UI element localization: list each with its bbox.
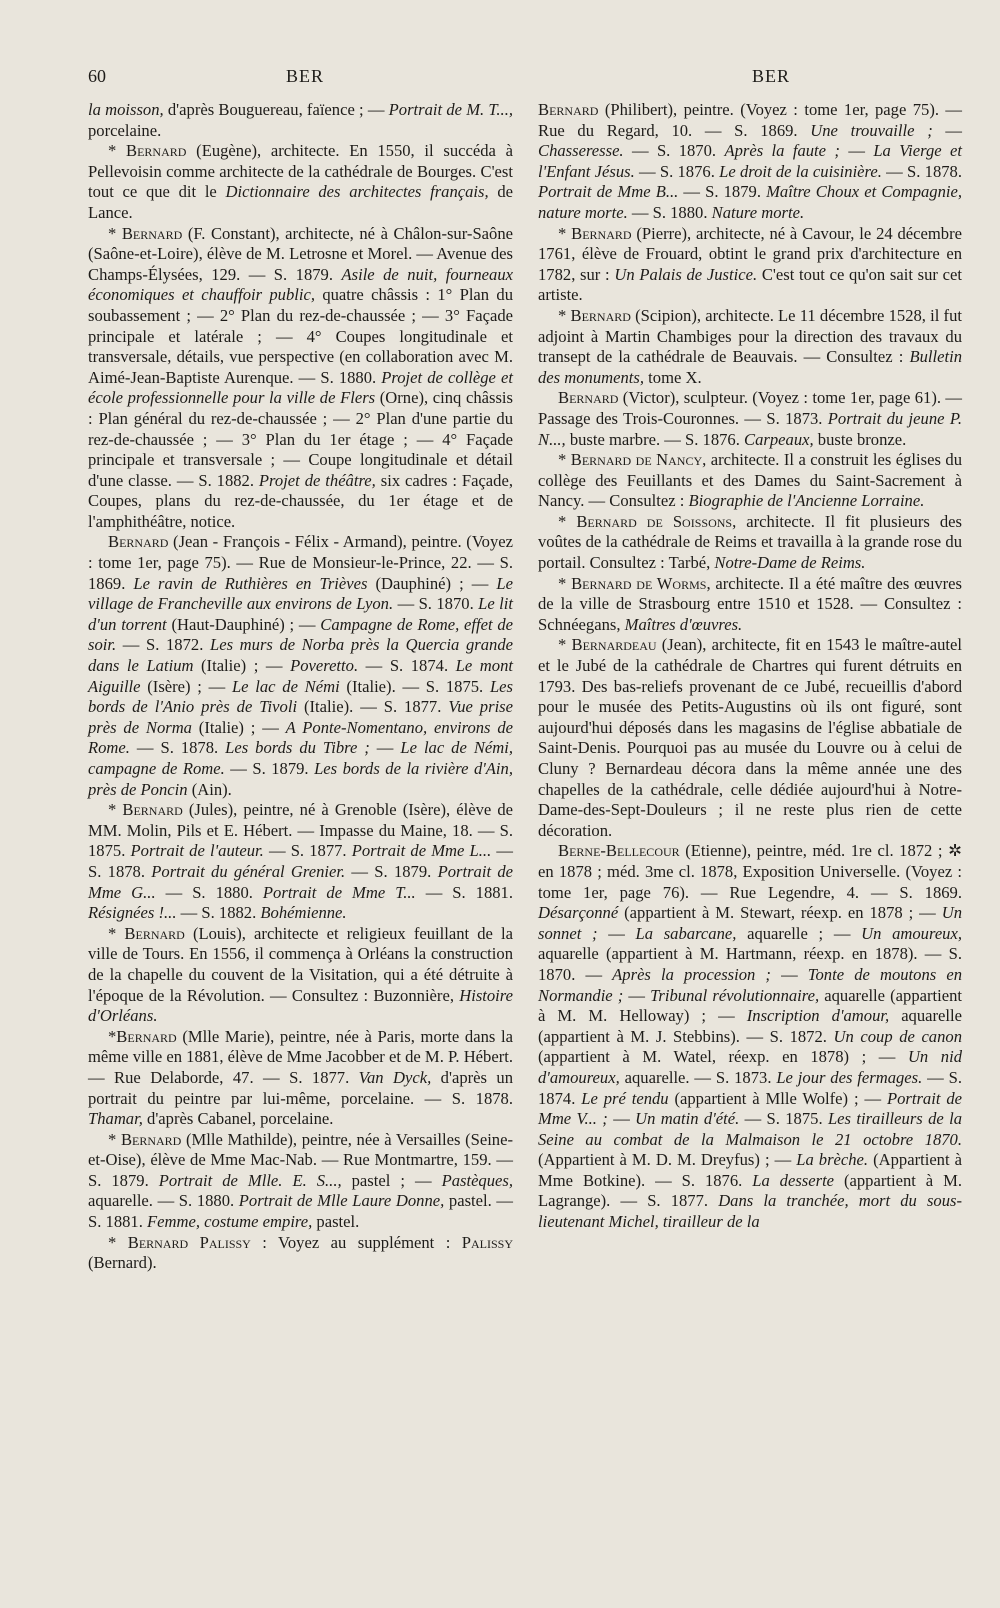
entry-text: quatre châssis : 1° Plan du soubassement ; — 2° Plan du rez-de-chaussée ; — 3° Façade principale et latérale ; — 4° Coupes longitudinale et transversale, détails, vue perspective (en collaboration avec M. Aimé-Jean-Baptiste Aurenque. — S. 1880. [88,285,513,387]
italic-title: Pastèques, [441,1170,513,1190]
italic-title: Un nid d'amoureux, [538,1047,962,1087]
italic-title: Portrait de Mme V... ; [538,1088,962,1129]
italic-title: Femme, costume empire, [147,1212,313,1232]
italic-title: Dictionnaire des architectes français, [225,182,489,202]
italic-title: Portrait de Mme T... [262,882,416,902]
italic-title: Un coup de canon [833,1026,962,1046]
entry-text: — S. 1874. [358,656,456,676]
left-running-head: BER [286,66,325,86]
entry-text: (Philibert), peintre. (Voyez : tome 1er, page 75). — Rue du Regard, 10. — S. 1869. [538,100,962,140]
entry-text: buste marbre. — S. 1876. [565,429,745,449]
entry-headword: Bernard de Nancy [570,450,703,470]
right-column [538,100,962,1233]
right-running-head: BER [752,66,791,86]
entry-text: (appartient à M. Lagrange). — S. 1877. [538,1170,962,1211]
dictionary-entry [538,574,962,636]
italic-title: Un Palais de Justice. [614,264,758,284]
entry-text: (Louis), architecte et religieux feuillant de la ville de Tours. En 1556, il commença à Orléans la construction de la chapelle du couvent de la Visitation, qui a été détruite à l'époque de la Révolution. — Consultez : Buzonnière, [88,923,513,1005]
entry-text: * [558,450,571,470]
italic-title: Vue prise près de Norma [88,697,513,737]
dictionary-entry [88,1233,513,1274]
entry-text: — [607,1109,636,1129]
dictionary-entry [538,450,962,512]
entry-text: (Victor), sculpteur. (Voyez : tome 1er, page 61). — Passage des Trois-Couronnes. — S. 1873. [538,388,962,428]
entry-text: (Pierre), architecte, né à Cavour, le 24 décembre 1761, élève de Frouard, obtint le grand prix d'architecture en 1782, sur : [538,223,962,284]
entry-text: — [597,923,636,943]
entry-text: (Mlle Mathilde), peintre, née à Versailles (Seine-et-Oise), élève de Mme Mac-Nab. — Rue Montmartre, 159. — S. 1879. [88,1129,513,1190]
italic-title: Maître Choux et Compagnie, nature morte. [538,182,962,222]
entry-headword: Bernard [124,923,185,943]
entry-headword: Bernard Palissy [127,1232,251,1252]
italic-title: Le droit de la cuisinière. [719,161,882,181]
entry-headword: Bernard [570,305,631,325]
entry-text: d'après un portrait du peintre par lui-même, porcelaine. — S. 1878. [88,1067,513,1108]
italic-title: Campagne de Rome, effet de soir. [88,614,513,655]
entry-text: d'après Bouguereau, faïence ; — [163,100,389,119]
italic-title: Le lac de Némi [231,676,340,696]
entry-text: * [558,635,572,655]
entry-headword: Bernard [538,100,599,119]
entry-text: aquarelle (appartient à M. J. Stebbins). — S. 1872. [538,1006,962,1046]
italic-title: Nature morte. [711,202,805,222]
italic-title: Histoire d'Orléans. [88,985,513,1026]
entry-text: * [558,305,571,325]
entry-text: * [108,223,122,243]
entry-text: (Bernard). [88,1253,157,1273]
entry-text: * [108,1232,128,1252]
page-number: 60 [88,66,106,86]
entry-text: — S. 1870. [623,141,725,161]
entry-text: d'après Cabanel, porcelaine. [142,1109,334,1129]
italic-title: Tribunal révolutionnaire, [650,985,820,1005]
italic-title: Un matin d'été. [635,1109,740,1129]
entry-text: (Eugène), architecte. En 1550, il succéda à Pellevoisin comme architecte de la cathédrale de Bourges. C'est tout ce que dit le [88,141,513,202]
italic-title: Notre-Dame de Reims. [714,553,866,573]
italic-title: Portrait de M. T..., [388,100,513,119]
italic-title: La desserte [752,1170,835,1190]
entry-text: , architecte. Il a été maître des œuvres de la ville de Strasbourg entre 1510 et 1528. — Consultez : Schnéegans, [538,573,963,634]
entry-text: * [108,923,125,943]
italic-title: Carpeaux, [744,429,814,449]
entry-text: (Etienne), peintre, méd. 1re cl. 1872 ; ✲ en 1878 ; méd. 3me cl. 1878, Exposition Universelle. (Voyez : tome 1er, page 76). — Rue Legendre, 4. — S. 1869. [538,841,962,902]
italic-title: Le mont Aiguille [88,656,513,696]
entry-text: (Mlle Marie), peintre, née à Paris, morte dans la même ville en 1881, élève de Mme Jacobber et de M. P. Hébert. — Rue Delaborde, 47. — S. 1877. [88,1026,513,1087]
entry-text: — [932,120,962,140]
entry-text: — S. 1877. [263,841,352,861]
entry-text: — S. 1880. [627,202,712,222]
entry-text: — [770,964,808,984]
italic-title: Projet de théâtre, [258,470,376,490]
entry-headword: Bernard [121,223,183,243]
italic-title: Portrait du jeune P. N..., [538,408,962,449]
entry-text: — [623,985,651,1005]
entry-text: — [839,141,874,161]
entry-headword: Bernard [120,1129,182,1149]
entry-text: * [108,1129,121,1149]
italic-title: La sabarcane, [635,923,737,943]
entry-text: — S. 1879. [678,182,767,202]
italic-title: Les bords du Tibre ; [225,738,370,758]
italic-title: Une trouvaille ; [810,120,933,140]
entry-text: * [108,1026,117,1046]
italic-title: Thamar, [88,1109,143,1129]
dictionary-entry [538,224,962,306]
entry-text: * [108,800,123,820]
entry-text: (appartient à M. Stewart, réexp. en 1878 ; — [618,903,942,923]
italic-title: Portrait de Mlle Laure Donne, [238,1191,445,1211]
entry-headword: Bernard [108,532,169,552]
italic-title: Le lit d'un torrent [88,594,514,634]
italic-title: Le village de Francheville aux environs de Lyon. [88,573,513,614]
entry-text: — S. 1878. [881,161,962,181]
italic-title: Dans la tranchée, mort du sous-lieutenant Michel, tirailleur de la [538,1191,962,1232]
entry-text: * [108,141,127,161]
entry-text: * [558,511,577,531]
entry-headword: Bernard [116,1026,177,1046]
italic-title: Les tirailleurs de la Seine au combat de la Malmaison le 21 octobre 1870. [538,1109,963,1149]
italic-title: Le pré tendu [581,1088,669,1108]
italic-title: Après la procession ; [612,964,771,984]
entry-headword: Palissy [461,1232,513,1252]
italic-title: Asile de nuit, fourneaux économiques et chauffoir public, [88,264,513,305]
entry-text: pastel. [312,1212,360,1232]
entry-text: — [369,738,401,758]
italic-title: Portrait de Mme L... [351,841,492,861]
entry-text: (Italie) ; — [193,656,291,676]
italic-title: la moisson, [88,100,164,119]
entry-headword: Bernard de Soissons [576,511,733,531]
entry-text: tome X. [644,367,702,387]
entry-text: — S. 1879. [345,861,438,881]
dictionary-entry [538,841,962,1232]
italic-title: Le lac de Némi, campagne de Rome. [88,738,513,778]
italic-title: Les bords de l'Anio près de Tivoli [88,676,513,717]
entry-text: (Italie). — S. 1877. [297,697,449,717]
entry-text: (Scipion), architecte. Le 11 décembre 1528, il fut adjoint à Martin Chambiges pour la direction des travaux du transept de la cathédrale de Beauvais. — Consultez : [538,305,962,367]
italic-title: La Vierge et l'Enfant Jésus. [538,141,962,181]
dictionary-entry [88,141,513,223]
italic-title: Van Dyck, [358,1067,432,1087]
italic-title: Portrait de l'auteur. [130,841,264,861]
italic-title: Tonte de moutons en Normandie ; [538,964,962,1005]
entry-text: (Dauphiné) ; — [367,573,497,593]
entry-text: (Orne), cinq châssis : Plan général du rez-de-chaussée ; — 2° Plan d'une partie du rez-de-chaussée ; — 3° Plan du 1er étage ; — 4° Façade principale et transversale ; — Coupe longitudinale et détail d'une classe. — S. 1882. [88,388,513,490]
italic-title: Portrait du général Grenier. [151,861,346,881]
entry-text: buste bronze. [813,429,907,449]
entry-text: aquarelle. — S. 1880. [88,1191,239,1211]
entry-text: aquarelle ; — [736,923,862,943]
entry-text: , architecte. Il a construit les églises du collège des Feuillants et des Dames du Saint-Sacrement à Nancy. — Consultez : [538,450,962,511]
italic-title: Portrait de Mme B... [538,182,679,202]
dictionary-entry [88,100,513,141]
italic-title: Poveretto. [290,656,359,676]
entry-text: (Italie). — S. 1875. [339,676,490,696]
dictionary-entry [88,532,513,800]
dictionary-entry [538,635,962,841]
italic-title: Biographie de l'Ancienne Lorraine. [688,491,925,511]
left-column [88,100,513,1274]
italic-title: Maîtres d'œuvres. [624,614,743,634]
entry-text: — S. 1876. [634,161,720,181]
dictionary-entry [88,224,513,533]
italic-title: Les bords de la rivière d'Ain, près de Poncin [88,759,513,799]
dictionary-entry [538,100,962,224]
italic-title: Le ravin de Ruthières en Trièves [133,573,368,593]
dictionary-entry [538,388,962,450]
entry-text: — S. 1879. [224,759,315,778]
entry-text: — S. 1874. [538,1067,962,1108]
italic-title: La brèche. [796,1150,869,1170]
entry-text: (Haut-Dauphiné) ; — [166,614,321,634]
entry-text: (F. Constant), architecte, né à Châlon-sur-Saône (Saône-et-Loire), élève de M. Letrosne et Morel. — Avenue des Champs-Élysées, 129. — S. 1879. [88,223,513,284]
italic-title: Le jour des fermages. [776,1067,923,1087]
entry-headword: Berne-Bellecour [558,841,680,861]
entry-text: (Jules), peintre, né à Grenoble (Isère), élève de MM. Molin, Pils et E. Hébert. — Impasse du Maine, 18. — S. 1875. [88,800,513,861]
entry-text: : Voyez au supplément : [250,1232,462,1252]
entry-text: (appartient à Mlle Wolfe) ; — [668,1088,887,1108]
italic-title: Bulletin des monuments, [538,347,962,387]
entry-headword: Bernardeau [571,635,657,655]
entry-text: (Appartient à M. D. M. Dreyfus) ; — [538,1150,797,1170]
italic-title: Après la faute ; [724,141,840,161]
italic-title: Portrait de Mme G... [88,861,513,902]
italic-title: Inscription d'amour, [746,1006,890,1026]
italic-title: Désarçonné [538,903,619,923]
italic-title: Chasseresse. [538,141,624,161]
dictionary-entry [538,306,962,388]
entry-text: — S. 1878. [88,841,513,881]
dictionary-entry [538,512,962,574]
entry-text: — S. 1878. [129,738,226,758]
entry-text: — S. 1881. [415,882,513,902]
entry-text: C'est tout ce qu'on sait sur cet artiste. [538,264,963,305]
dictionary-entry [88,1130,513,1233]
italic-title: Projet de collège et école professionnelle pour la ville de Flers [88,367,513,408]
entry-text: — S. 1875. [739,1109,828,1129]
entry-text: (Appartient à Mme Botkine). — S. 1876. [538,1150,962,1190]
entry-text: porcelaine. [88,120,162,140]
entry-headword: Bernard [122,800,183,820]
entry-text: aquarelle (appartient à M. Hartmann, réexp. en 1878). — S. 1870. — [538,944,962,984]
entry-text: (appartient à M. Watel, réexp. en 1878) ; — [538,1047,908,1067]
entry-headword: Bernard de Worms [571,573,707,593]
entry-text: — S. 1872. [116,635,210,655]
entry-text: pastel. — S. 1881. [88,1191,513,1232]
italic-title: Portrait de Mlle. E. S..., [158,1170,342,1190]
entry-headword: Bernard [571,223,632,243]
italic-title: Les murs de Norba près la Quercia grande dans le Latium [88,635,513,676]
italic-title: A Ponte-Nomentano, environs de Rome. [88,717,513,758]
dictionary-entry [88,924,513,1027]
entry-text: six cadres : Façade, Coupes, plans du rez-de-chaussée, du 1er étage et de l'amphithéâtre, notice. [88,470,513,531]
running-header [0,62,1000,92]
entry-text: de Lance. [88,182,513,222]
italic-title: Un amoureux, [861,923,962,943]
italic-title: Un sonnet ; [538,903,962,943]
dictionary-entry [88,1027,513,1130]
entry-text: , architecte. Il fit plusieurs des voûtes de la cathédrale de Reims et travailla à la grande rose du portail. Consultez : Tarbé, [538,511,962,573]
dictionary-entry [88,800,513,924]
entry-text: — S. 1880. [155,882,263,902]
entry-text: (Ain). [187,779,232,799]
entry-text: (Isère) ; — [140,676,232,696]
italic-title: Résignées !... [88,903,177,923]
entry-text: — S. 1870. [393,594,479,614]
entry-text: * [558,223,572,243]
entry-text: aquarelle. — S. 1873. [619,1067,777,1087]
italic-title: Bohémienne. [260,903,347,923]
entry-text: pastel ; — [341,1170,442,1190]
entry-text: (Italie) ; — [191,717,286,737]
entry-headword: Bernard [126,141,187,161]
entry-text: (Jean - François - Félix - Armand), peintre. (Voyez : tome 1er, page 75). — Rue de Monsieur-le-Prince, 22. — S. 1869. [88,532,513,593]
entry-text: aquarelle (appartient à M. M. Helloway) ; — [538,985,963,1026]
entry-text: — S. 1882. [176,903,261,923]
entry-headword: Bernard [558,388,619,408]
entry-text: * [558,573,572,593]
entry-text: (Jean), architecte, fit en 1543 le maître-autel et le Jubé de la cathédrale de Chartres qui furent détruits en 1793. Des bas-reliefs provenant de ce Jubé, recueillis d'abord pour le musée des Petits-Augustins où ils ont figuré, sont aujourd'hui déposés dans les magasins de l'église abbatiale de Saint-Denis. Pourquoi pas au musée du Louvre ou à celui de Cluny ? Bernardeau décora dans la même année une des chapelles de la cathédrale, celle dédiée aujourd'hui à Notre-Dame-des-Sept-Douleurs ; il ne reste plus rien de cette décoration. [538,635,962,840]
